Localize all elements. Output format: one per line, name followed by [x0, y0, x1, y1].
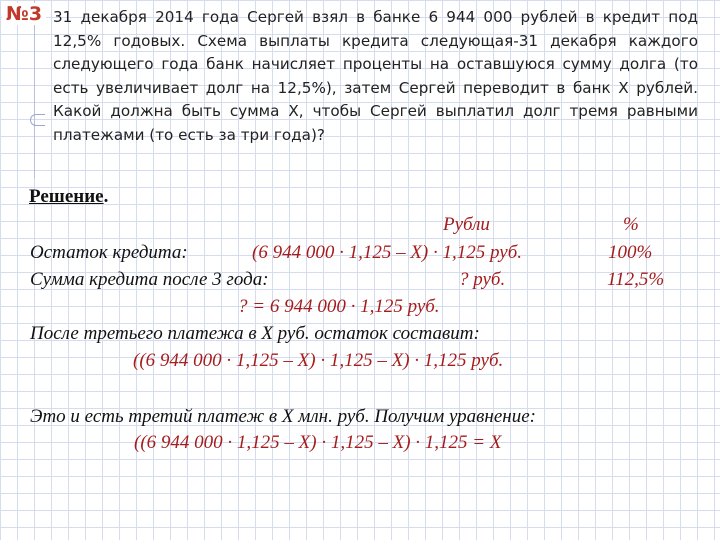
row1-value: (6 944 000 · 1,125 – X) · 1,125 руб.	[252, 242, 522, 263]
solution-title-dot: .	[103, 186, 109, 207]
solution-heading	[29, 186, 108, 208]
conclusion-text: Это и есть третий платеж в X млн. руб. Получим уравнение:	[30, 406, 536, 427]
row2-value: ? руб.	[459, 269, 506, 290]
equation-2: ((6 944 000 · 1,125 – X) · 1,125 – X) · 1,125 руб.	[133, 350, 504, 371]
row1-percent: 100%	[608, 242, 653, 263]
final-equation: ((6 944 000 · 1,125 – X) · 1,125 – X) · 1,125 = X	[134, 432, 502, 453]
row2-percent: 112,5%	[607, 269, 665, 290]
margin-line	[34, 0, 35, 178]
slide-number: №3	[2, 3, 46, 25]
equation-1: ? = 6 944 000 · 1,125 руб.	[238, 296, 440, 317]
after-third-payment: После третьего платежа в X руб. остаток составит:	[30, 323, 480, 344]
problem-statement: 31 декабря 2014 года Сергей взял в банке 6 944 000 рублей в кредит под 12,5% годовых. Схема выплаты кредита следующая-31 декабря каждого следующего года банк начисляет проценты на оставшуюся сумму долга (то есть увеличивает долг на 12,5%), затем Сергей переводит в банк X рублей. Какой должна быть сумма X, чтобы Сергей выплатил долг тремя равными платежами (то есть за три года)?	[53, 8, 698, 144]
row1-label: Остаток кредита:	[30, 242, 188, 263]
column-header-rubles: Рубли	[443, 214, 490, 235]
solution-title: Решение	[29, 186, 104, 207]
row2-label: Сумма кредита после 3 года:	[30, 269, 269, 290]
margin-mark	[30, 114, 45, 126]
column-header-percent: %	[623, 214, 639, 235]
